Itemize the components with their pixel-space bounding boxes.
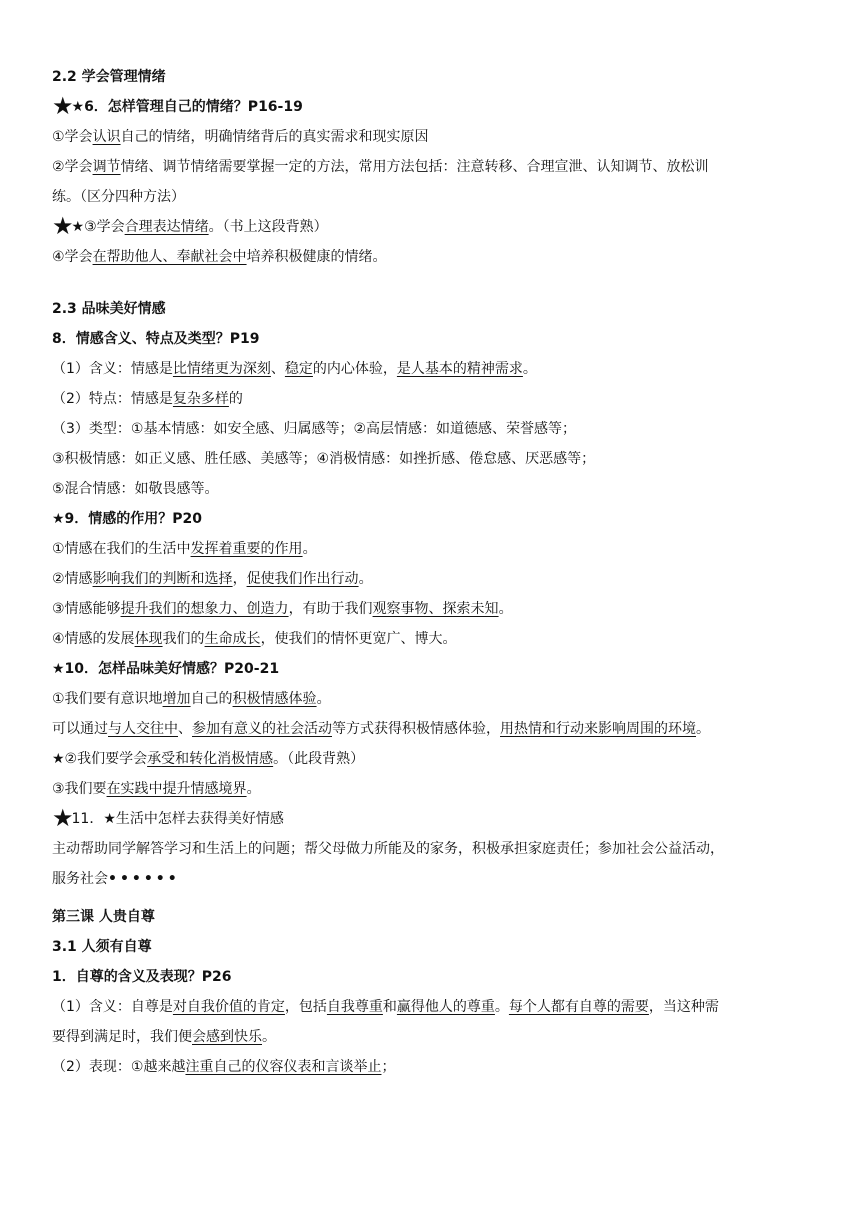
section-3-1-heading: 3.1 人须有自尊 [52, 939, 152, 955]
q6-point-1: ①学会认识自己的情绪，明确情绪背后的真实需求和现实原因 [52, 129, 429, 145]
section-2-3-heading: 2.3 品味美好情感 [52, 301, 166, 317]
document-page [52, 62, 782, 1082]
q6-point-2: ②学会调节情绪、调节情绪需要掌握一定的方法，常用方法包括：注意转移、合理宣泄、认知调节、放松训 [52, 159, 709, 175]
q6-point-3: ★★③学会合理表达情绪。（书上这段背熟） [52, 212, 328, 240]
q10-point-1-detail: 可以通过与人交往中、参加有意义的社会活动等方式获得积极情感体验，用热情和行动来影响周围的环境。 [52, 721, 710, 737]
q8-types-3: ⑤混合情感：如敬畏感等。 [52, 481, 219, 497]
q8-types-1: （3）类型：①基本情感：如安全感、归属感等；②高层情感：如道德感、荣誉感等； [52, 421, 577, 437]
q8-types-2: ③积极情感：如正义感、胜任感、美感等；④消极情感：如挫折感、倦怠感、厌恶感等； [52, 451, 596, 467]
question-6-title: ★★6．怎样管理自己的情绪？P16-19 [52, 92, 303, 120]
q9-point-2: ②情感影响我们的判断和选择，促使我们作出行动。 [52, 571, 373, 587]
section-2-2-heading: 2.2 学会管理情绪 [52, 69, 166, 85]
question-8-title: 8．情感含义、特点及类型？P19 [52, 331, 260, 347]
star-icon: ★ [52, 804, 74, 832]
question-10-title: ★10．怎样品味美好情感？P20-21 [52, 661, 280, 677]
q10-point-3: ③我们要在实践中提升情感境界。 [52, 781, 261, 797]
q8-meaning: （1）含义：情感是比情绪更为深刻、稳定的内心体验，是人基本的精神需求。 [52, 361, 537, 377]
q9-point-4: ④情感的发展体现我们的生命成长，使我们的情怀更宽广、博大。 [52, 631, 457, 647]
q10-point-2: ★②我们要学会承受和转化消极情感。（此段背熟） [52, 751, 365, 767]
question-1-title: 1．自尊的含义及表现？P26 [52, 969, 232, 985]
q11-answer-2: 服务社会•••••• [52, 871, 180, 887]
ellipsis-dots: •••••• [108, 871, 180, 887]
q9-point-1: ①情感在我们的生活中发挥着重要的作用。 [52, 541, 317, 557]
q11-answer-1: 主动帮助同学解答学习和生活上的问题；帮父母做力所能及的家务，积极承担家庭责任；参加社会公益活动， [52, 841, 724, 857]
q9-point-3: ③情感能够提升我们的想象力、创造力，有助于我们观察事物、探索未知。 [52, 601, 513, 617]
lesson-3-heading: 第三课 人贵自尊 [52, 909, 155, 925]
question-9-title: ★9．情感的作用？P20 [52, 511, 203, 527]
question-11-title: ★11．★生活中怎样去获得美好情感 [52, 804, 284, 832]
q8-features: （2）特点：情感是复杂多样的 [52, 391, 243, 407]
star-icon: ★ [52, 92, 74, 120]
q6-point-4: ④学会在帮助他人、奉献社会中培养积极健康的情绪。 [52, 249, 387, 265]
q1-expression: （2）表现：①越来越注重自己的仪容仪表和言谈举止； [52, 1059, 396, 1075]
star-icon: ★ [52, 212, 74, 240]
q1-meaning: （1）含义：自尊是对自我价值的肯定，包括自我尊重和赢得他人的尊重。每个人都有自尊的需要，当这种需 [52, 999, 719, 1015]
q1-meaning-cont: 要得到满足时，我们便会感到快乐。 [52, 1029, 276, 1045]
q10-point-1: ①我们要有意识地增加自己的积极情感体验。 [52, 691, 331, 707]
q6-point-2-cont: 练。（区分四种方法） [52, 189, 185, 205]
